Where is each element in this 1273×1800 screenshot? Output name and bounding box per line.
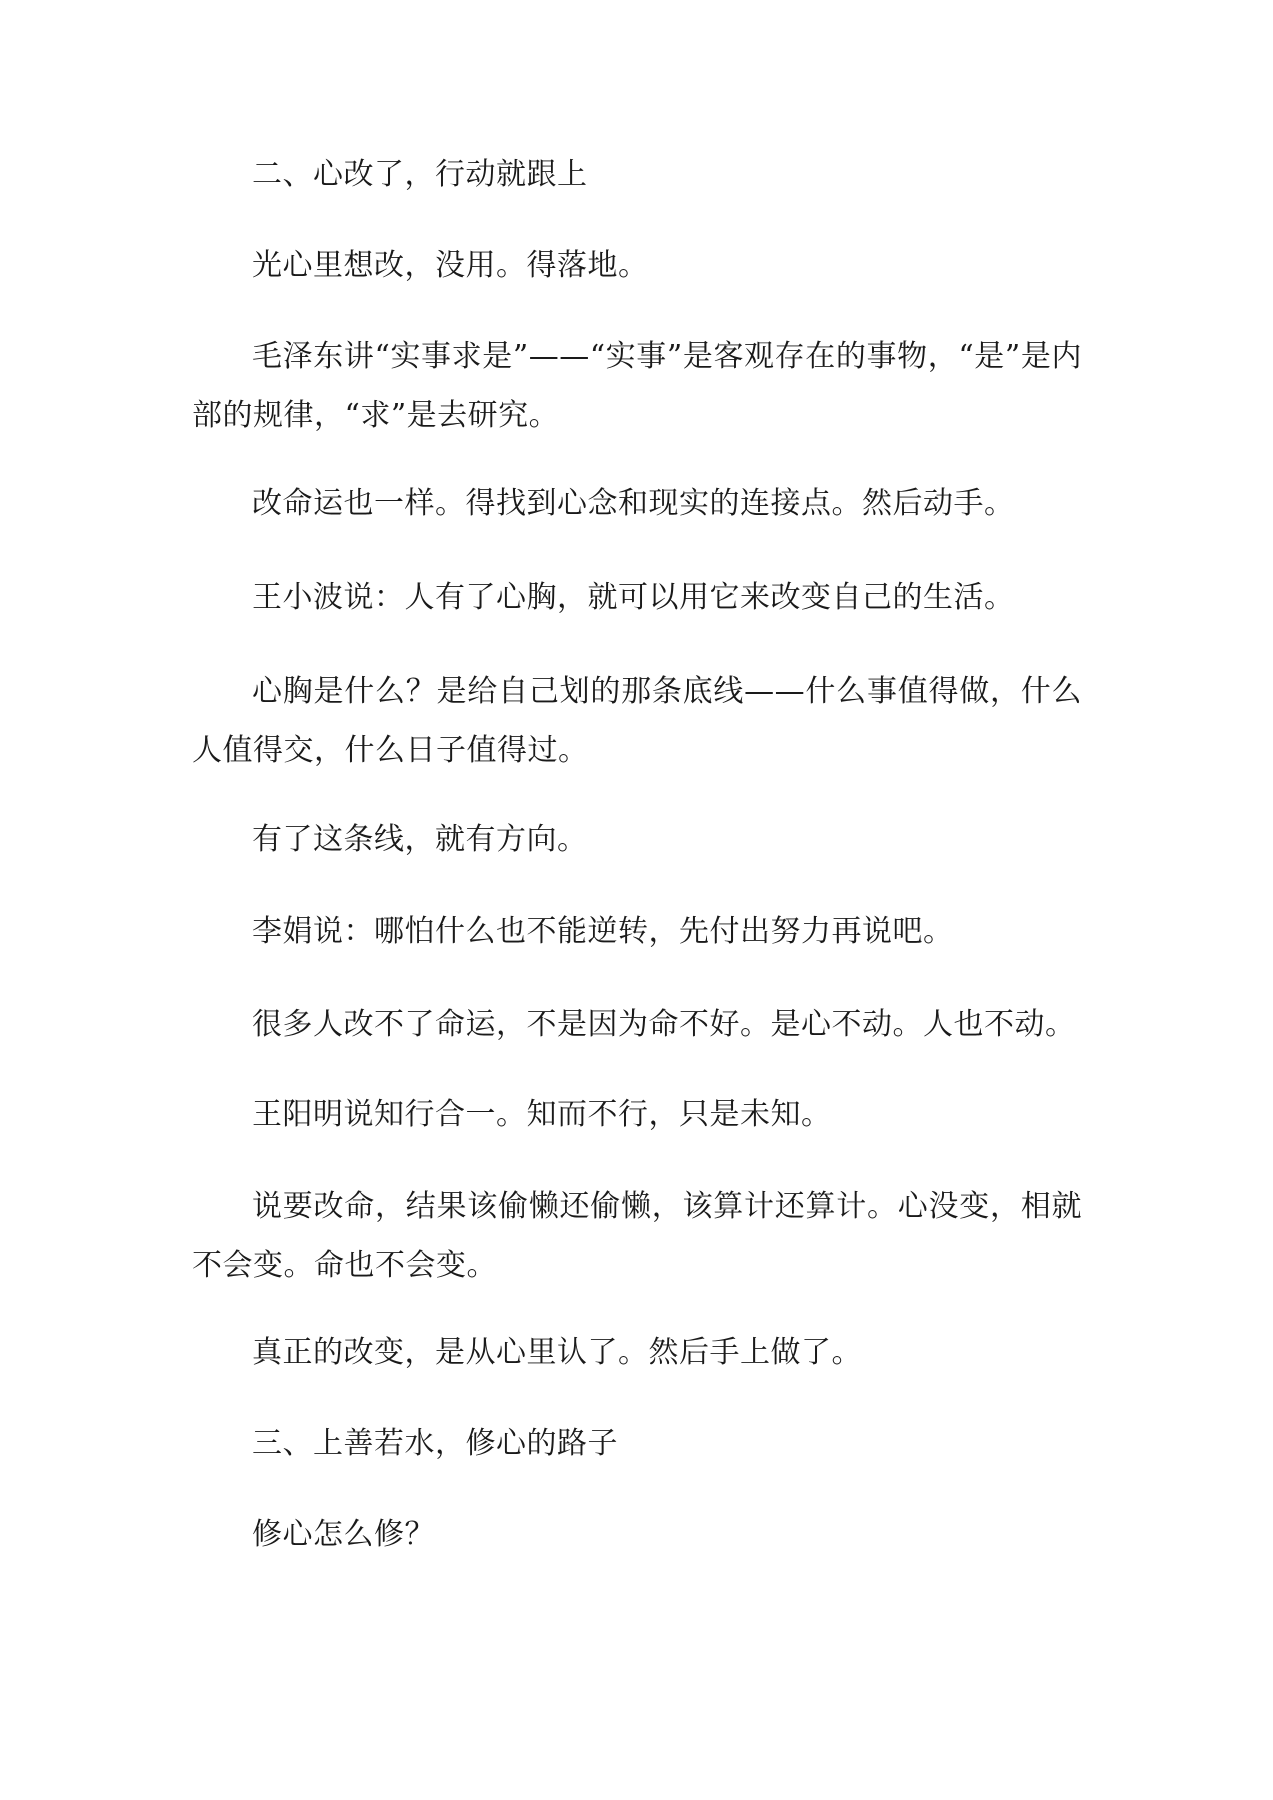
paragraph: 说要改命，结果该偷懒还偷懒，该算计还算计。心没变，相就不会变。命也不会变。 bbox=[192, 1189, 1082, 1283]
paragraph: 王阳明说知行合一。知而不行，只是未知。 bbox=[252, 1097, 832, 1132]
paragraph: 修心怎么修？ bbox=[252, 1517, 435, 1552]
section-heading-3: 三、上善若水，修心的路子 bbox=[252, 1426, 618, 1461]
paragraph: 很多人改不了命运，不是因为命不好。是心不动。人也不动。 bbox=[252, 1007, 1076, 1042]
paragraph: 心胸是什么？是给自己划的那条底线——什么事值得做，什么人值得交，什么日子值得过。 bbox=[192, 674, 1082, 768]
paragraph: 改命运也一样。得找到心念和现实的连接点。然后动手。 bbox=[252, 486, 1015, 521]
section-heading-2: 二、心改了，行动就跟上 bbox=[252, 157, 588, 192]
paragraph: 毛泽东讲“实事求是”——“实事”是客观存在的事物，“是”是内部的规律，“求”是去研究。 bbox=[192, 339, 1082, 433]
paragraph: 王小波说：人有了心胸，就可以用它来改变自己的生活。 bbox=[252, 580, 1015, 615]
paragraph: 有了这条线，就有方向。 bbox=[252, 822, 588, 857]
paragraph: 光心里想改，没用。得落地。 bbox=[252, 248, 649, 283]
paragraph: 真正的改变，是从心里认了。然后手上做了。 bbox=[252, 1335, 862, 1370]
paragraph: 李娟说：哪怕什么也不能逆转，先付出努力再说吧。 bbox=[252, 914, 954, 949]
